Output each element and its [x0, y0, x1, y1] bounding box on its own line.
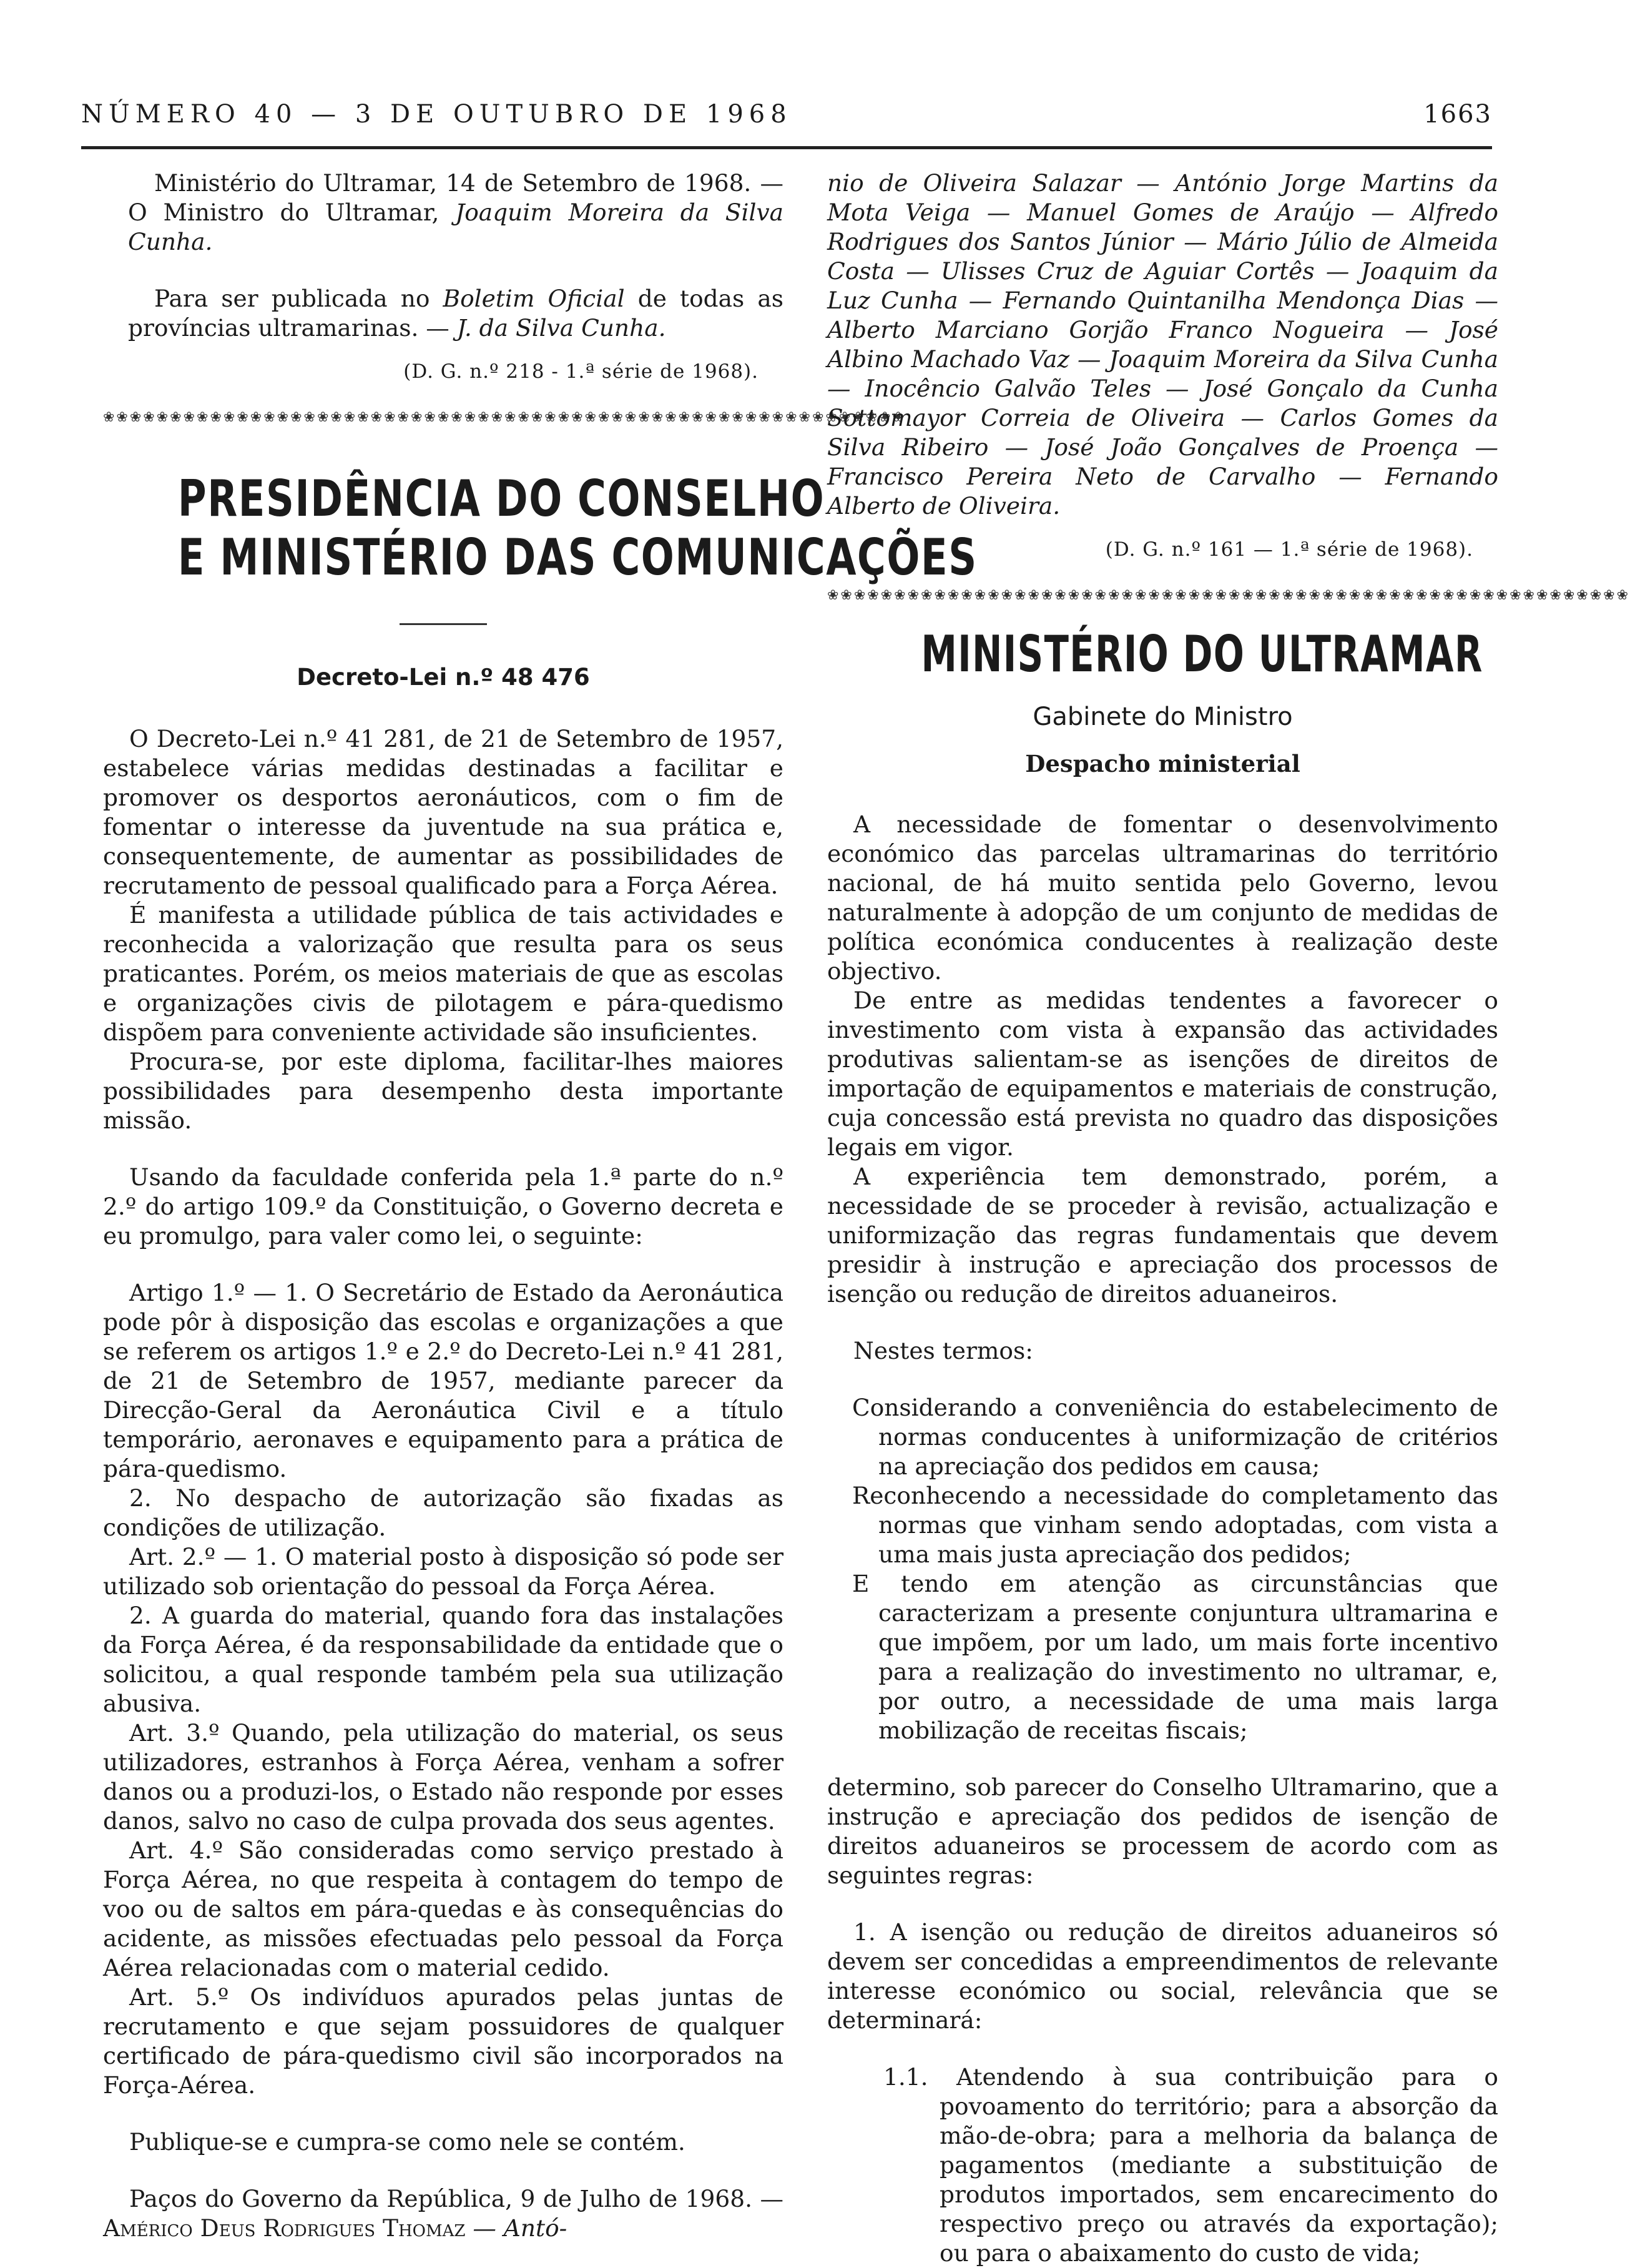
- short-rule: [400, 623, 487, 625]
- decree-paragraph: O Decreto-Lei n.º 41 281, de 21 de Setembro de 1957, estabelece várias medidas destinadas a facilitar e promover os desportos aeronáuticos, com o fim de fomentar o interesse da juventude na sua prática e, consequentemente, de aumentar as possibilidades de recrutamento de pessoal qualificado para a Força Aérea.: [103, 725, 783, 899]
- despacho-title: Despacho ministerial: [1025, 750, 1300, 777]
- signatures-continued: nio de Oliveira Salazar — António Jorge Martins da Mota Veiga — Manuel Gomes de Araújo — Alfredo Rodrigues dos Santos Júnior — Mário Júlio de Almeida Costa — Ulisses Cruz de Aguiar Cortês — Joaquim da Luz Cunha — Fernando Quintanilha Mendonça Dias — Alberto Marciano Gorjão Franco Nogueira — José Albino Machado Vaz — Joaquim Moreira da Silva Cunha — Inocêncio Galvão Teles — José Gonçalo da Cunha Sottomayor Correia de Oliveira — Carlos Gomes da Silva Ribeiro — José João Gonçalves de Proença — Francisco Pereira Neto de Carvalho — Fernando Alberto de Oliveira.: [827, 169, 1498, 520]
- header-rule: [81, 146, 1492, 149]
- article: Art. 4.º São consideradas como serviço prestado à Força Aérea, no que respeita à contagem do tempo de voo ou de saltos em pára-quedas e às consequências do acidente, as missões efectuadas pelo pessoal da Força Aérea relacionadas com o material cedido.: [103, 1837, 783, 1981]
- decree-paragraph: Procura-se, por este diploma, facilitar-lhes maiores possibilidades para desempenho desta importante missão.: [103, 1048, 783, 1134]
- dg-reference: (D. G. n.º 161 — 1.ª série de 1968).: [1105, 538, 1473, 561]
- section-title-line1: PRESIDÊNCIA DO CONSELHO: [177, 470, 825, 528]
- considerando: E tendo em atenção as circunstâncias que caracterizam a presente conjuntura ultramarina e que impõem, por um lado, um mais forte incentivo para a realização do investimento no ultramar, e, por outro, a necessidade de uma mais larga mobilização de receitas fiscais;: [852, 1570, 1498, 1744]
- ornament-divider: ❀❀❀❀❀❀❀❀❀❀❀❀❀❀❀❀❀❀❀❀❀❀❀❀❀❀❀❀❀❀❀❀❀❀❀❀❀❀❀❀❀❀❀❀❀❀❀❀❀❀❀❀❀❀❀❀❀❀❀❀: [827, 588, 1630, 603]
- considerando: Considerando a conveniência do estabelecimento de normas conducentes à uniformização de critérios na apreciação dos pedidos em causa;: [852, 1394, 1498, 1480]
- subsection-title: Gabinete do Ministro: [1033, 703, 1293, 731]
- page-header: [81, 100, 1492, 137]
- section-title: MINISTÉRIO DO ULTRAMAR: [921, 625, 1483, 683]
- issue-date: NÚMERO 40 — 3 DE OUTUBRO DE 1968: [81, 100, 792, 129]
- ornament-divider: ❀❀❀❀❀❀❀❀❀❀❀❀❀❀❀❀❀❀❀❀❀❀❀❀❀❀❀❀❀❀❀❀❀❀❀❀❀❀❀❀❀❀❀❀❀❀❀❀❀❀❀❀❀❀❀❀❀❀❀❀: [103, 410, 906, 425]
- signatures-start: Paços do Governo da República, 9 de Julho de 1968. — Américo Deus Rodrigues Thomaz — Antó-: [103, 2185, 783, 2242]
- article: 2. A guarda do material, quando fora das instalações da Força Aérea, é da responsabilidade da entidade que o solicitou, a qual responde também pela sua utilização abusiva.: [103, 1602, 783, 1717]
- decree-preamble: Usando da faculdade conferida pela 1.ª parte do n.º 2.º do artigo 109.º da Constituição, o Governo decreta e eu promulgo, para valer como lei, o seguinte:: [103, 1163, 783, 1250]
- page-number: 1663: [1423, 100, 1492, 129]
- decree-title: Decreto-Lei n.º 48 476: [297, 664, 590, 691]
- nestes-termos: Nestes termos:: [853, 1337, 1033, 1364]
- decree-paragraph: É manifesta a utilidade pública de tais actividades e reconhecida a valorização que resulta para os seus praticantes. Porém, os meios materiais de que as escolas e organizações civis de pilotagem e pára-quedismo dispõem para conveniente actividade são insuficientes.: [103, 901, 783, 1046]
- determino: determino, sob parecer do Conselho Ultramarino, que a instrução e apreciação dos pedidos de isenção de direitos aduaneiros se processem de acordo com as seguintes regras:: [827, 1773, 1498, 1889]
- closing-formula: Publique-se e cumpra-se como nele se contém.: [129, 2128, 685, 2156]
- article: 2. No despacho de autorização são fixadas as condições de utilização.: [103, 1484, 783, 1541]
- rule-1: 1. A isenção ou redução de direitos aduaneiros só devem ser concedidas a empreendimentos de relevante interesse económico ou social, relevância que se determinará:: [827, 1918, 1498, 2034]
- despacho-paragraph: A experiência tem demonstrado, porém, a necessidade de se proceder à revisão, actualização e uniformização das regras fundamentais que devem presidir à instrução e apreciação dos processos de isenção ou redução de direitos aduaneiros.: [827, 1163, 1498, 1308]
- considerando: Reconhecendo a necessidade do completamento das normas que vinham sendo adoptadas, com vista a uma mais justa apreciação dos pedidos;: [852, 1482, 1498, 1568]
- despacho-paragraph: De entre as medidas tendentes a favorecer o investimento com vista à expansão das actividades produtivas salientam-se as isenções de direitos de importação de equipamentos e materiais de construção, cuja concessão está prevista no quadro das disposições legais em vigor.: [827, 987, 1498, 1161]
- article: Art. 5.º Os indivíduos apurados pelas juntas de recrutamento e que sejam possuidores de qualquer certificado de pára-quedismo civil são incorporados na Força-Aérea.: [103, 1983, 783, 2099]
- signature-line: Ministério do Ultramar, 14 de Setembro de 1968. — O Ministro do Ultramar, Joaquim Moreira da Silva Cunha.: [128, 169, 783, 255]
- article: Art. 2.º — 1. O material posto à disposição só pode ser utilizado sob orientação do pessoal da Força Aérea.: [103, 1543, 783, 1600]
- section-title-line2: E MINISTÉRIO DAS COMUNICAÇÕES: [177, 528, 978, 586]
- dg-reference: (D. G. n.º 218 - 1.ª série de 1968).: [403, 360, 759, 383]
- article: Artigo 1.º — 1. O Secretário de Estado da Aeronáutica pode pôr à disposição das escolas e organizações a que se referem os artigos 1.º e 2.º do Decreto-Lei n.º 41 281, de 21 de Setembro de 1957, mediante parecer da Direcção-Geral da Aeronáutica Civil e a título temporário, aeronaves e equipamento para a prática de pára-quedismo.: [103, 1279, 783, 1482]
- right-column: [827, 169, 1630, 2268]
- publish-note: Para ser publicada no Boletim Oficial de todas as províncias ultramarinas. — J. da Silva Cunha.: [128, 285, 783, 342]
- article: Art. 3.º Quando, pela utilização do material, os seus utilizadores, estranhos à Força Aérea, venham a sofrer danos ou a produzi-los, o Estado não responde por esses danos, salvo no caso de culpa provada dos seus agentes.: [103, 1719, 783, 1835]
- rule-1-1: 1.1. Atendendo à sua contribuição para o povoamento do território; para a absorção da mão-de-obra; para a melhoria da balança de pagamentos (mediante a substituição de produtos importados, sem encarecimento do respectivo preço ou através da exportação); ou para o abaixamento do custo de vida;: [883, 2063, 1498, 2267]
- despacho-paragraph: A necessidade de fomentar o desenvolvimento económico das parcelas ultramarinas do território nacional, de há muito sentida pelo Governo, levou naturalmente à adopção de um conjunto de medidas de política económica conducentes à realização deste objectivo.: [827, 811, 1498, 985]
